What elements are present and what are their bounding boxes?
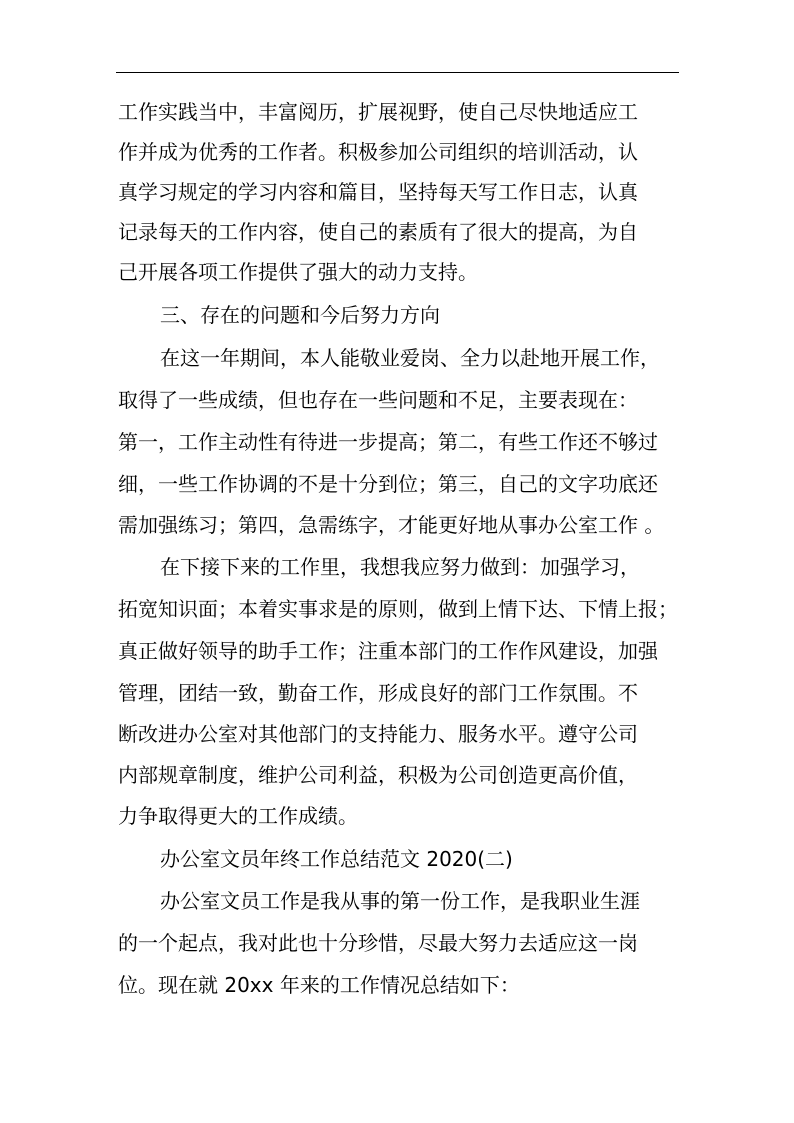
text-line: 内部规章制度，维护公司利益，积极为公司创造更高价值， [118,763,638,787]
text-line: 第一，工作主动性有待进一步提高；第二，有些工作还不够过 [118,430,658,454]
header-rule [116,72,679,73]
text-line: 工作实践当中，丰富阅历，扩展视野，使自己尽快地适应工 [118,100,638,124]
section-heading: 三、存在的问题和今后努力方向 [160,303,440,327]
text-line: 力争取得更大的工作成绩。 [118,804,358,828]
text-line: 取得了一些成绩，但也存在一些问题和不足，主要表现在： [118,388,638,412]
text-line: 位。现在就 20xx 年来的工作情况总结如下： [118,973,520,997]
text-line: 断改进办公室对其他部门的支持能力、服务水平。遵守公司 [118,722,638,746]
text-line: 真学习规定的学习内容和篇目，坚持每天写工作日志，认真 [118,180,638,204]
section-title: 办公室文员年终工作总结范文 2020(二) [160,847,513,871]
text-line: 需加强练习；第四，急需练字，才能更好地从事办公室工作 。 [118,513,665,537]
text-line: 己开展各项工作提供了强大的动力支持。 [118,260,478,284]
text-line: 细，一些工作协调的不是十分到位；第三，自己的文字功底还 [118,472,658,496]
text-line: 在这一年期间，本人能敬业爱岗、全力以赴地开展工作， [160,346,660,370]
text-line: 作并成为优秀的工作者。积极参加公司组织的培训活动，认 [118,140,638,164]
text-line: 记录每天的工作内容，使自己的素质有了很大的提高，为自 [118,220,638,244]
text-line: 的一个起点，我对此也十分珍惜，尽最大努力去适应这一岗 [118,931,638,955]
text-line: 真正做好领导的助手工作；注重本部门的工作作风建设，加强 [118,639,658,663]
text-line: 在下接下来的工作里，我想我应努力做到：加强学习， [160,555,640,579]
text-line: 拓宽知识面；本着实事求是的原则，做到上情下达、下情上报； [118,597,678,621]
text-line: 办公室文员工作是我从事的第一份工作，是我职业生涯 [160,889,640,913]
text-line: 管理，团结一致，勤奋工作，形成良好的部门工作氛围。不 [118,681,638,705]
